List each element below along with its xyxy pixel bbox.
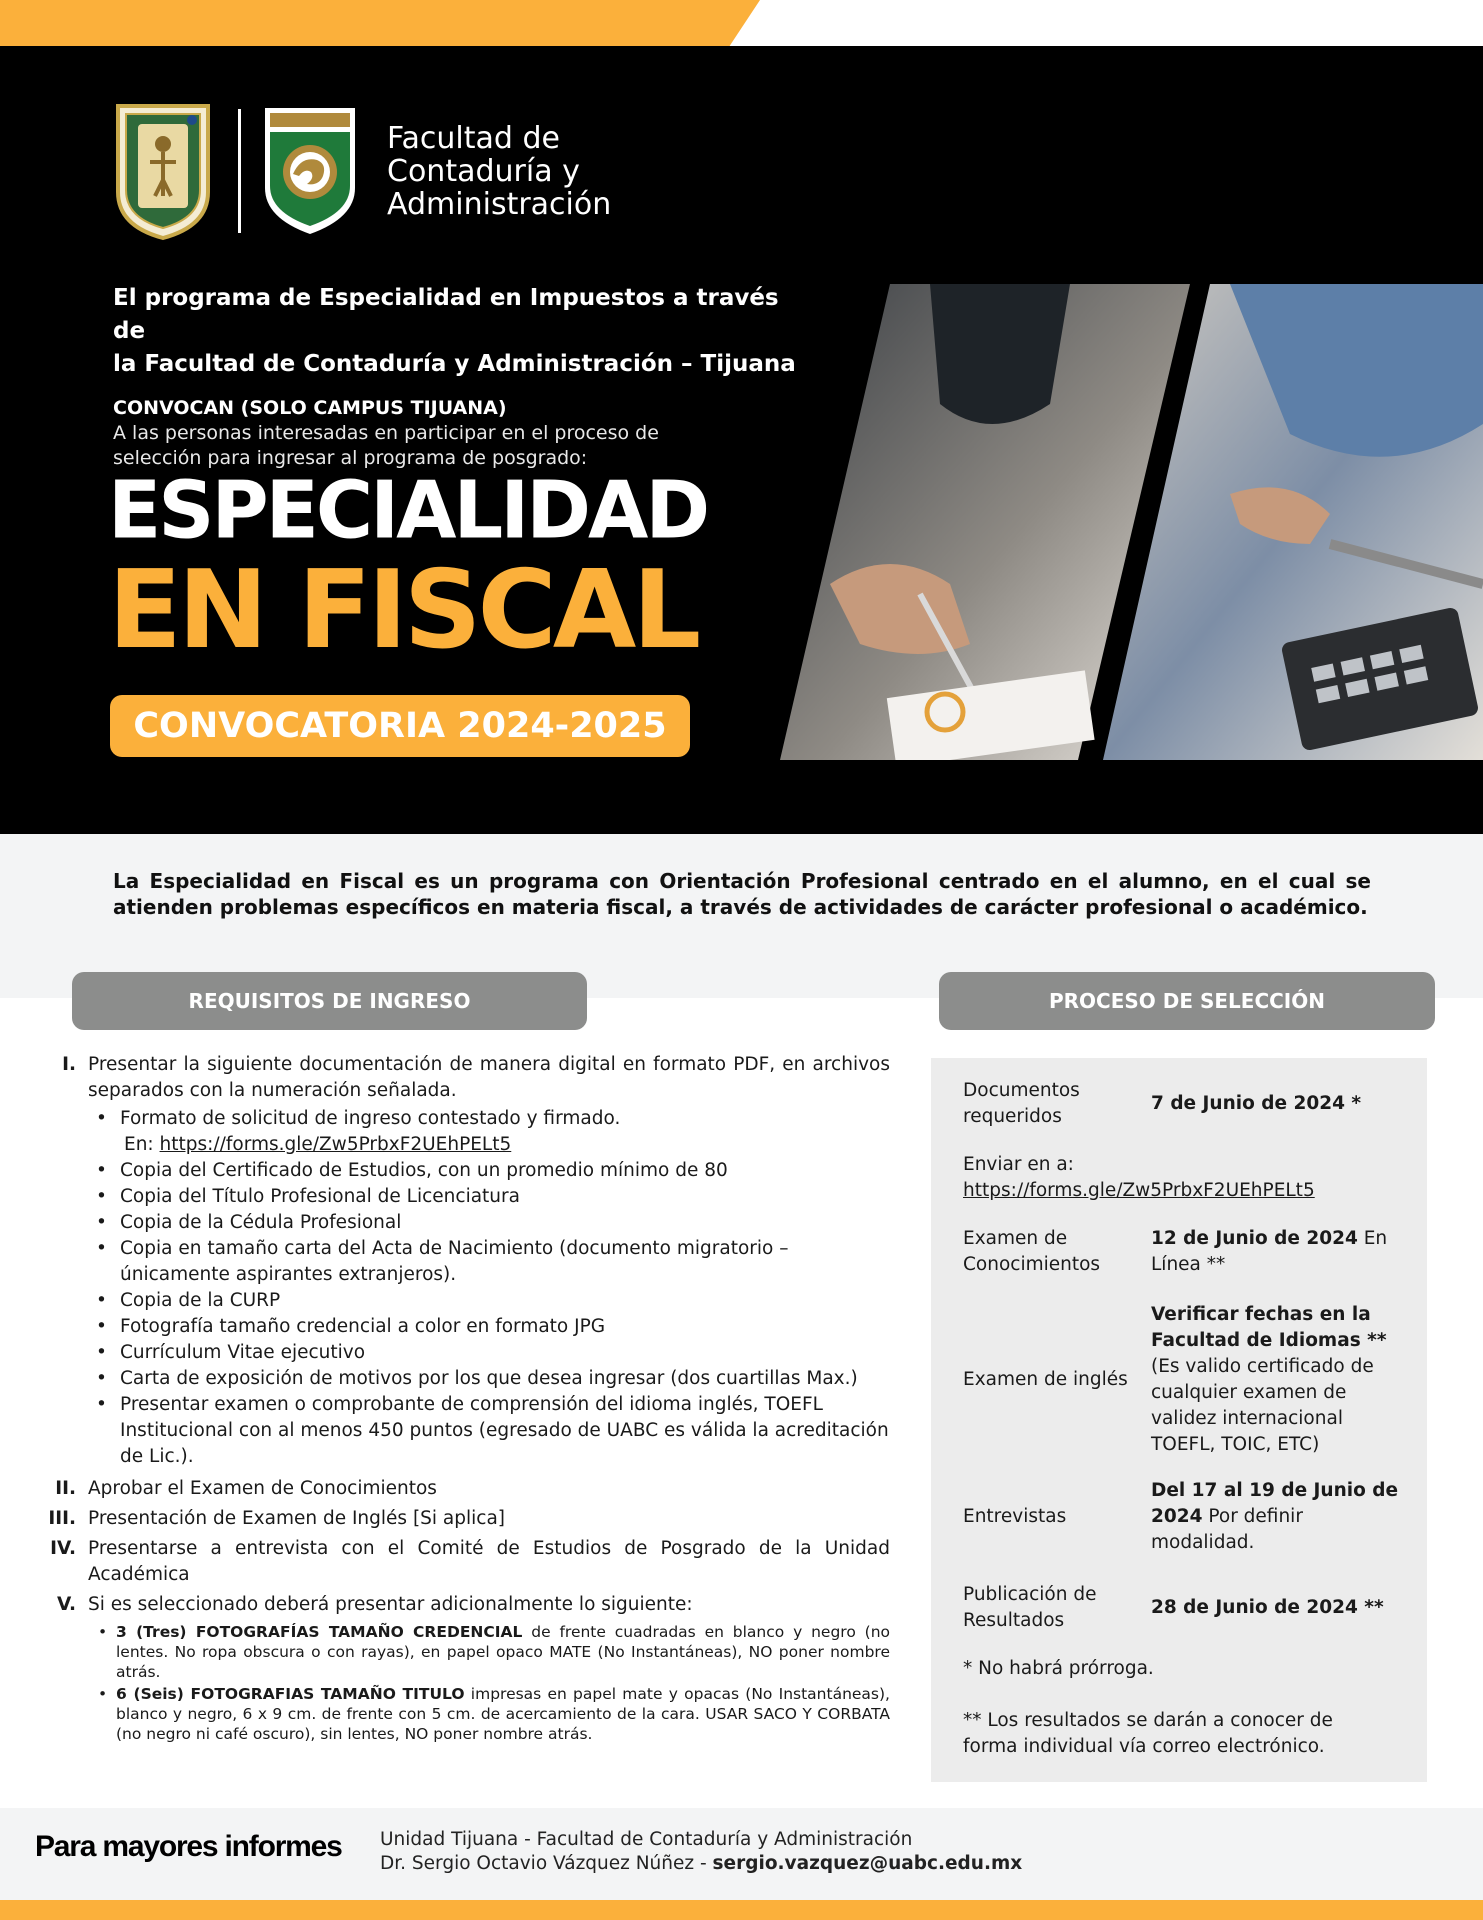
intro-title-line-2: la Facultad de Contaduría y Administración – Tijuana <box>113 351 796 377</box>
list-item: • Copia del Certificado de Estudios, con un promedio mínimo de 80 <box>88 1158 890 1184</box>
list-item: • Copia de la Cédula Profesional <box>88 1210 890 1236</box>
proceso-value <box>1151 1302 1411 1458</box>
intro-title <box>113 282 813 381</box>
convocan-subtext-line-1: A las personas interesadas en participar en el proceso de <box>113 422 659 444</box>
requisito-text: Si es seleccionado deberá presentar adicionalmente lo siguiente: <box>88 1594 693 1615</box>
document-list <box>88 1106 890 1470</box>
requisito-number: V. <box>57 1594 76 1615</box>
uabc-shield-logo <box>112 100 214 242</box>
proceso-value <box>1151 1595 1411 1621</box>
proceso-value <box>1151 1091 1411 1117</box>
proceso-row-resultados <box>963 1582 1411 1634</box>
application-form-link[interactable]: https://forms.gle/Zw5PrbxF2UEhPELt5 <box>159 1134 512 1155</box>
proceso-label: Examen de inglés <box>963 1369 1128 1390</box>
link-prefix: En: <box>124 1134 154 1155</box>
proceso-value-text: Por definir modalidad. <box>1151 1506 1303 1553</box>
proceso-row-entrevistas <box>963 1478 1411 1556</box>
footer-unit: Unidad Tijuana - Facultad de Contaduría y Administración <box>380 1829 913 1850</box>
list-item <box>88 1106 890 1158</box>
convocatoria-badge: CONVOCATORIA 2024-2025 <box>110 695 690 757</box>
proceso-row-examen-conocimientos <box>963 1226 1411 1278</box>
list-item: • Carta de exposición de motivos por los que desea ingresar (dos cuartillas Max.) <box>88 1366 890 1392</box>
list-item-bold: 3 (Tres) FOTOGRAFÍAS TAMAÑO CREDENCIAL <box>116 1623 523 1641</box>
list-item-text: de frente cuadradas en blanco y negro (no lentes. No ropa obscura o con rayas), en papel opaco MATE (No Instantáneas), NO poner nombre atrás. <box>116 1623 891 1681</box>
requisito-item-4 <box>48 1536 890 1588</box>
proceso-label: Documentos requeridos <box>963 1080 1080 1127</box>
footer-contact <box>380 1828 1022 1876</box>
requisito-text: Presentarse a entrevista con el Comité de Estudios de Posgrado de la Unidad Académica <box>88 1538 890 1585</box>
proceso-value <box>1151 1478 1411 1556</box>
footer-email[interactable]: sergio.vazquez@uabc.edu.mx <box>712 1853 1023 1874</box>
footer-contact-name: Dr. Sergio Octavio Vázquez Núñez - <box>380 1853 713 1874</box>
requisito-item-3 <box>48 1506 890 1532</box>
requisito-text: Presentar la siguiente documentación de manera digital en formato PDF, en archivos separados con la numeración señalada. <box>88 1054 890 1101</box>
proceso-label: Publicación de Resultados <box>963 1584 1097 1631</box>
list-item: • Copia del Título Profesional de Licenciatura <box>88 1184 890 1210</box>
proceso-send-label: Enviar en a: <box>963 1154 1074 1175</box>
proceso-value-bold: 7 de Junio de 2024 * <box>1151 1093 1362 1114</box>
footer-contact-line <box>380 1852 1022 1876</box>
requisitos-list <box>48 1052 890 1750</box>
list-item: • Currículum Vitae ejecutivo <box>88 1340 890 1366</box>
program-title-line-1: ESPECIALIDAD <box>108 465 708 557</box>
proceso-row-documentos <box>963 1078 1411 1130</box>
fca-shield-logo <box>261 104 359 238</box>
requisito-number: I. <box>62 1054 76 1075</box>
requisito-text: Presentación de Examen de Inglés [Si aplica] <box>88 1508 506 1529</box>
top-accent-tab <box>0 0 760 46</box>
footer-title: Para mayores informes <box>35 1830 342 1863</box>
requisito-number: IV. <box>50 1538 76 1559</box>
proceso-value <box>1151 1226 1411 1278</box>
proceso-note-2: ** Los resultados se darán a conocer de forma individual vía correo electrónico. <box>963 1710 1333 1757</box>
proceso-value-bold: 12 de Junio de 2024 <box>1151 1228 1358 1249</box>
list-item: • Fotografía tamaño credencial a color en formato JPG <box>88 1314 890 1340</box>
requisito-item-1 <box>48 1052 890 1472</box>
proceso-send-to <box>963 1152 1403 1204</box>
convocan-heading: CONVOCAN (SOLO CAMPUS TIJUANA) <box>113 397 507 419</box>
intro-block <box>113 282 813 471</box>
list-item <box>88 1684 890 1744</box>
list-item-text: • Formato de solicitud de ingreso contestado y firmado. <box>120 1108 621 1129</box>
footer <box>0 1808 1483 1900</box>
requisito-number: II. <box>55 1478 76 1499</box>
proceso-heading: PROCESO DE SELECCIÓN <box>939 972 1435 1030</box>
photo-requirements-list <box>88 1622 890 1744</box>
proceso-value-bold: Verificar fechas en la Facultad de Idiomas ** <box>1151 1304 1387 1351</box>
faculty-name-line-3: Administración <box>387 186 612 222</box>
requisito-item-2 <box>48 1476 890 1502</box>
hero-banner <box>0 0 1483 834</box>
list-item: • Copia de la CURP <box>88 1288 890 1314</box>
list-item <box>88 1622 890 1682</box>
footer-accent-bar <box>0 1900 1483 1920</box>
program-title-line-2: EN FISCAL <box>108 548 698 673</box>
proceso-value-bold: 28 de Junio de 2024 ** <box>1151 1597 1384 1618</box>
faculty-name <box>387 122 611 221</box>
logo-divider <box>238 109 241 233</box>
list-item-bold: 6 (Seis) FOTOGRAFIAS TAMAÑO TITULO <box>116 1685 465 1703</box>
faculty-name-line-2: Contaduría y <box>387 153 580 189</box>
convocan-subtext <box>113 421 813 471</box>
list-item: • Presentar examen o comprobante de comprensión del idioma inglés, TOEFL Institucional con al menos 450 puntos (egresado de UABC es válida la acreditación de Lic.). <box>88 1392 890 1470</box>
proceso-value-bold: Del 17 al 19 de Junio de 2024 <box>1151 1480 1399 1527</box>
faculty-name-line-1: Facultad de <box>387 120 560 156</box>
proceso-panel <box>931 1058 1427 1782</box>
requisitos-heading: REQUISITOS DE INGRESO <box>72 972 587 1030</box>
intro-title-line-1: El programa de Especialidad en Impuestos a través de <box>113 285 779 344</box>
proceso-note-1: * No habrá prórroga. <box>963 1658 1154 1679</box>
office-photo-collage <box>770 284 1483 760</box>
proceso-value-text: En Línea ** <box>1151 1228 1388 1275</box>
proceso-value-text: (Es valido certificado de cualquier examen de validez internacional TOEFL, TOIC, ETC) <box>1151 1356 1374 1455</box>
list-item-text: impresas en papel mate y opacas (No Instantáneas), blanco y negro, 6 x 9 cm. de frente con 5 cm. de acercamiento de la cara. USAR SACO Y CORBATA (no negro ni café oscuro), sin lentes, NO poner nombre atrás. <box>116 1685 890 1743</box>
list-item: • Copia en tamaño carta del Acta de Nacimiento (documento migratorio – únicamente aspirantes extranjeros). <box>88 1236 890 1288</box>
convocan-subtext-line-2: selección para ingresar al programa de posgrado: <box>113 447 588 469</box>
logo-group <box>112 100 611 242</box>
requisito-text: Aprobar el Examen de Conocimientos <box>88 1478 437 1499</box>
proceso-label: Examen de Conocimientos <box>963 1228 1101 1275</box>
proceso-form-link[interactable]: https://forms.gle/Zw5PrbxF2UEhPELt5 <box>963 1180 1315 1201</box>
requisito-number: III. <box>48 1508 76 1529</box>
proceso-row-examen-ingles <box>963 1302 1411 1458</box>
program-description: La Especialidad en Fiscal es un programa con Orientación Profesional centrado en el alumno, en el cual se atienden problemas específicos en materia fiscal, a través de actividades de carácter profesional o académico. <box>113 869 1371 919</box>
requisito-item-5 <box>48 1592 890 1746</box>
proceso-label: Entrevistas <box>963 1506 1067 1527</box>
